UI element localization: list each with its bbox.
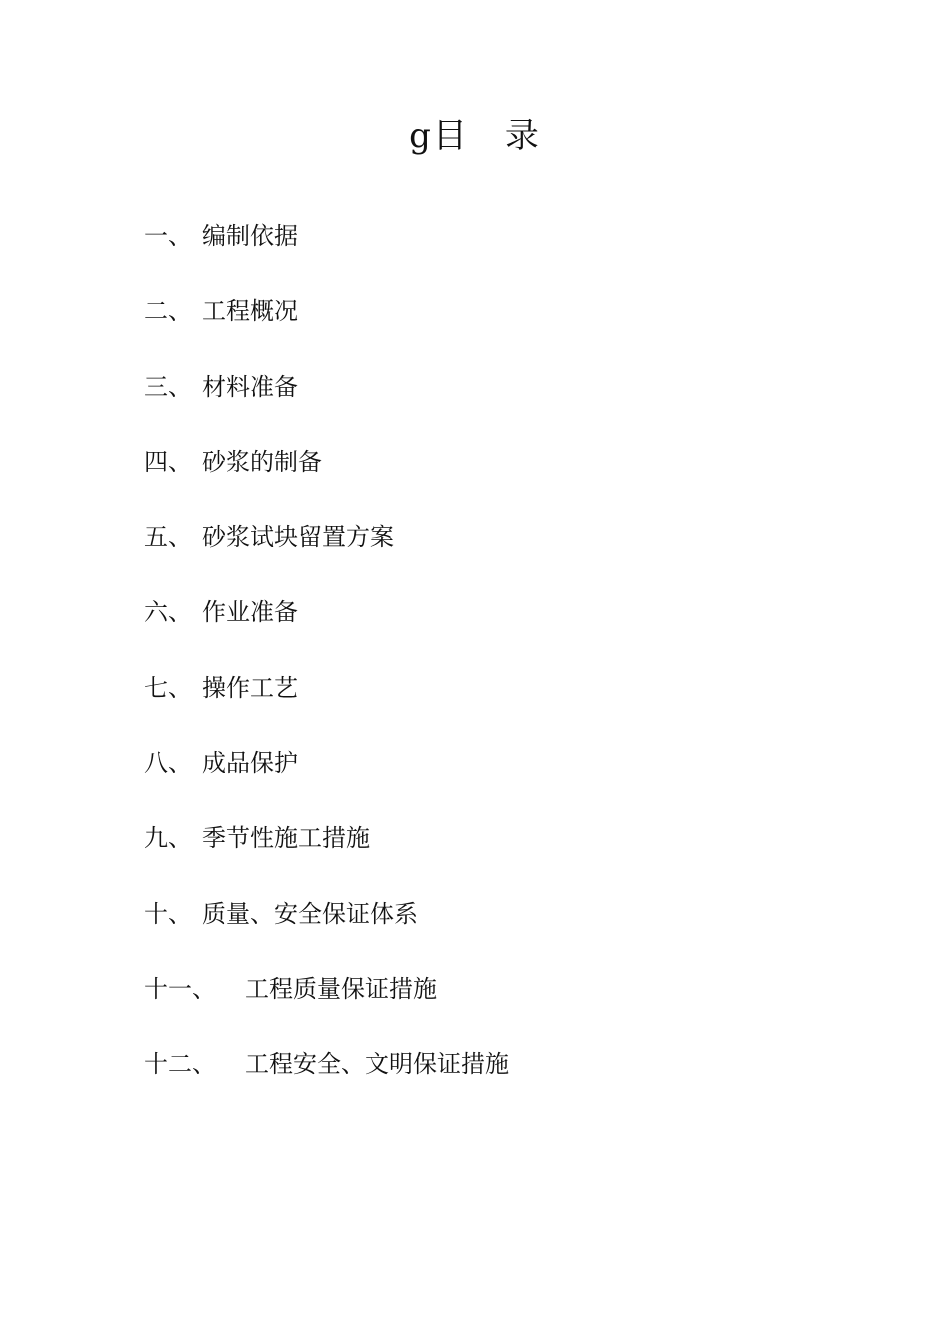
toc-number: 九、 [144,824,192,853]
toc-item-1 [144,216,844,291]
toc-item-2 [144,291,844,366]
toc-text: 工程安全、文明保证措施 [245,1050,509,1079]
toc-item-9 [144,818,844,893]
toc-item-8 [144,743,844,818]
toc-text: 编制依据 [202,222,298,250]
toc-number: 十一、 [144,974,216,1003]
toc-item-12 [144,1044,844,1119]
table-of-contents [144,216,844,1120]
toc-item-7 [144,668,844,743]
toc-number: 十二、 [144,1050,216,1079]
toc-item-5 [144,517,844,592]
toc-text: 砂浆的制备 [202,447,322,476]
toc-number: 十、 [144,899,192,928]
toc-text: 质量、安全保证体系 [202,899,418,928]
toc-item-10 [144,894,844,969]
toc-number: 五、 [144,523,192,552]
toc-text: 成品保护 [202,749,298,778]
toc-text: 工程概况 [202,297,298,326]
page-title: g目 录 [409,116,541,156]
toc-number: 六、 [144,598,192,627]
toc-text: 工程质量保证措施 [245,974,437,1003]
toc-text: 砂浆试块留置方案 [202,523,394,552]
toc-text: 季节性施工措施 [202,824,370,853]
toc-number: 二、 [144,297,192,326]
toc-item-11 [144,969,844,1044]
toc-text: 材料准备 [202,372,298,401]
toc-item-3 [144,367,844,442]
toc-item-6 [144,592,844,667]
toc-number: 四、 [144,447,192,476]
toc-number: 七、 [144,673,192,702]
toc-number: 三、 [144,372,192,401]
toc-text: 作业准备 [202,598,298,627]
toc-text: 操作工艺 [202,673,298,702]
toc-item-4 [144,442,844,517]
toc-number: 八、 [144,749,192,778]
toc-number: 一、 [144,222,192,250]
